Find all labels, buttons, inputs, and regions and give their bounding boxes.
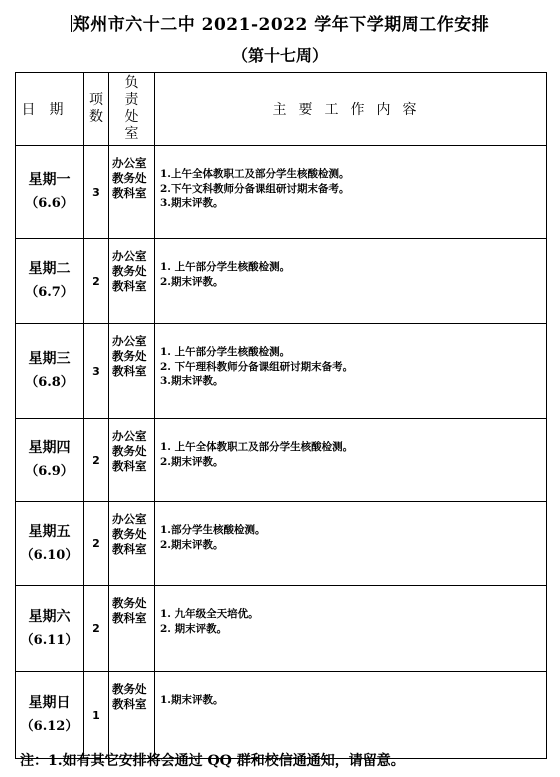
table-row	[16, 586, 547, 672]
item-count: 3	[84, 324, 109, 419]
work-item: 2.期末评教。	[160, 538, 224, 551]
day-name: 星期六	[28, 608, 71, 625]
header-count	[84, 73, 109, 146]
header-date: 日期	[16, 73, 84, 146]
dept-name: 教科室	[112, 697, 147, 711]
dept-name: 教科室	[112, 279, 147, 293]
dept-name: 教务处	[112, 264, 147, 278]
work-item: 1.期末评教。	[160, 694, 224, 706]
day-cell	[16, 502, 84, 586]
content-cell	[155, 324, 547, 419]
work-item: 1.部分学生核酸检测。	[160, 524, 266, 536]
content-cell	[155, 672, 547, 759]
dept-name: 教科室	[112, 364, 147, 378]
day-name: 星期五	[28, 523, 71, 540]
schedule-body	[16, 146, 547, 759]
week-subtitle: （第十七周）	[231, 46, 328, 65]
day-name: 星期三	[28, 351, 71, 367]
table-row	[16, 502, 547, 586]
dept-cell	[109, 324, 155, 419]
dept-name: 教务处	[112, 682, 147, 696]
work-item: 3.期末评教。	[160, 197, 224, 209]
document-title	[0, 10, 560, 35]
dept-name: 办公室	[112, 334, 147, 348]
day-cell	[16, 239, 84, 324]
title-text: 郑州市六十二中 2021-2022 学年下学期周工作安排	[72, 15, 490, 35]
day-date: （6.8）	[25, 375, 74, 390]
dept-cell	[109, 419, 155, 502]
header-dept	[109, 73, 155, 146]
work-item: 3.期末评教。	[160, 375, 224, 387]
item-count: 2	[84, 239, 109, 324]
work-item: 2.期末评教。	[160, 275, 224, 288]
dept-name: 办公室	[112, 156, 147, 170]
day-cell	[16, 419, 84, 502]
day-date: （6.12）	[20, 719, 79, 734]
day-date: （6.7）	[25, 285, 74, 300]
content-cell	[155, 239, 547, 324]
dept-name: 教科室	[112, 611, 147, 625]
day-name: 星期二	[28, 261, 71, 277]
table-row	[16, 419, 547, 502]
table-row	[16, 324, 547, 419]
day-date: （6.9）	[25, 464, 74, 479]
content-cell	[155, 146, 547, 239]
dept-cell	[109, 146, 155, 239]
table-row	[16, 672, 547, 759]
table-row	[16, 239, 547, 324]
dept-name: 办公室	[112, 429, 147, 443]
dept-name: 教务处	[112, 596, 147, 610]
content-cell	[155, 586, 547, 672]
day-name: 星期日	[28, 695, 71, 711]
dept-cell	[109, 586, 155, 672]
day-name: 星期四	[28, 440, 71, 456]
dept-name: 办公室	[112, 512, 147, 526]
item-count: 2	[84, 502, 109, 586]
dept-cell	[109, 502, 155, 586]
schedule-table	[15, 72, 547, 759]
work-item: 1. 九年级全天培优。	[160, 608, 259, 620]
day-cell	[16, 324, 84, 419]
dept-name: 教科室	[112, 459, 147, 473]
work-item: 2. 下午理科教师分备课组研讨期末备考。	[160, 360, 354, 373]
day-cell	[16, 672, 84, 759]
work-item: 1. 上午全体教职工及部分学生核酸检测。	[160, 441, 354, 453]
day-date: （6.11）	[20, 632, 79, 648]
work-item: 2.下午文科教师分备课组研讨期末备考。	[160, 182, 350, 195]
day-cell	[16, 146, 84, 239]
item-count: 3	[84, 146, 109, 239]
day-name: 星期一	[28, 172, 71, 188]
dept-name: 教务处	[112, 444, 147, 458]
work-item: 1.上午全体教职工及部分学生核酸检测。	[160, 168, 350, 180]
work-item: 2.期末评教。	[160, 455, 224, 468]
item-count: 2	[84, 419, 109, 502]
dept-name: 教科室	[112, 186, 147, 200]
dept-name: 教科室	[112, 542, 147, 556]
item-count: 1	[84, 672, 109, 759]
dept-name: 教务处	[112, 349, 147, 363]
content-cell	[155, 419, 547, 502]
table-row	[16, 146, 547, 239]
header-content: 主要工作内容	[155, 73, 547, 146]
work-item: 2. 期末评教。	[160, 622, 228, 635]
work-item: 1. 上午部分学生核酸检测。	[160, 261, 291, 273]
dept-name: 教务处	[112, 171, 147, 185]
day-date: （6.10）	[20, 547, 79, 563]
day-cell	[16, 586, 84, 672]
day-date: （6.6）	[25, 196, 74, 211]
header-dept-text: 负责处室	[124, 75, 139, 142]
dept-cell	[109, 672, 155, 759]
dept-name: 教务处	[112, 527, 147, 541]
header-count-text: 项数	[89, 92, 103, 125]
dept-cell	[109, 239, 155, 324]
dept-name: 办公室	[112, 249, 147, 263]
header-row	[16, 73, 547, 146]
content-cell	[155, 502, 547, 586]
text-cursor	[71, 15, 72, 32]
footer-note: 注：1.如有其它安排将会通过 QQ 群和校信通通知，请留意。	[20, 753, 405, 769]
item-count: 2	[84, 586, 109, 672]
work-item: 1. 上午部分学生核酸检测。	[160, 346, 291, 358]
